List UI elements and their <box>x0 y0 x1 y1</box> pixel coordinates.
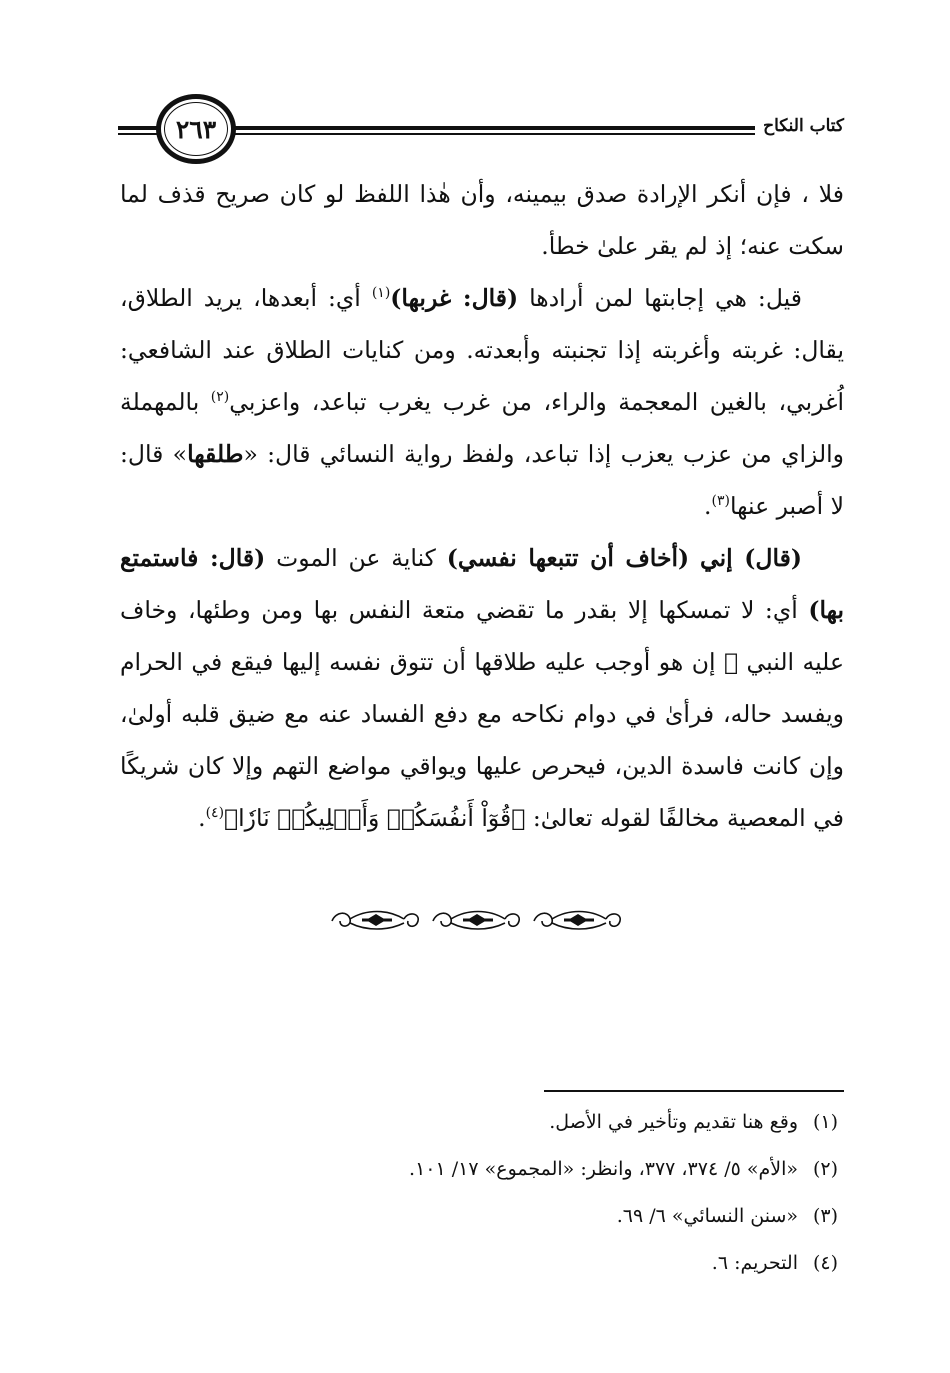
footnote-3-number: (٣) <box>812 1205 838 1227</box>
book-title: كتاب النكاح <box>755 114 844 138</box>
footnote-ref-1[interactable]: (١) <box>371 285 391 301</box>
p3-text-c: كناية عن الموت <box>276 544 436 572</box>
paragraph-1-text: فلا ، فإن أنكر الإرادة صدق بيمينه، وأن هٰذا اللفظ لو كان صريح قذف لما سكت عنه؛ إذ لم يقر علىٰ خطأ. <box>120 180 844 260</box>
footnote-2-number: (٢) <box>812 1158 838 1180</box>
footnote-ref-3[interactable]: (٣) <box>711 493 730 509</box>
footnote-4-text: التحريم: ٦. <box>711 1252 798 1274</box>
paragraph-3 <box>120 532 844 844</box>
footnote-3 <box>278 1193 838 1240</box>
p2-text-f: » قال: لا أصبر عنها <box>120 440 844 520</box>
footnote-3-text: «سنن النسائي» ٦/ ٦٩. <box>616 1205 798 1227</box>
paragraph-2 <box>120 272 844 532</box>
p2-text-g: . <box>704 492 712 520</box>
footnote-ref-2[interactable]: (٢) <box>210 389 230 405</box>
footnote-2 <box>278 1146 838 1193</box>
footnote-separator <box>544 1090 844 1092</box>
decorative-divider-icon <box>326 903 632 935</box>
running-header <box>118 92 844 172</box>
footnote-4-number: (٤) <box>812 1252 838 1274</box>
p3-hadith-d: (قال: فاستمتع بها) <box>120 544 844 624</box>
paragraph-1 <box>120 168 844 272</box>
p3-hadith-a: (قال) إني <box>700 544 802 572</box>
p3-hadith-b: (أخاف أن تتبعها نفسي) <box>446 544 690 572</box>
footnote-1-text: وقع هنا تقديم وتأخير في الأصل. <box>549 1111 798 1133</box>
p2-hadith-word: طلقها <box>187 440 244 468</box>
main-text <box>120 168 844 844</box>
page-number: ٢٦٣ <box>175 114 217 144</box>
p3-text-e: أي: لا تمسكها إلا بقدر ما تقضي متعة النفس بها ومن وطئها، وخاف عليه النبي ﷺ إن هو أوجب عليه طلاقها أن تتوق نفسه إليها فيقع في الحرام ويفسد حاله، فرأىٰ في دوام نكاحه مع دفع الفساد عنه مع ضيق قلبه أولىٰ، وإن كانت فاسدة الدين، فيحرص عليها ويواقي مواضع التهم وإلا كان شريكًا في المعصية مخالفًا لقوله تعالىٰ: ﴿قُوٓاْ أَنفُسَكُمۡ وَأَهۡلِيكُمۡ نَارٗا﴾ <box>120 596 844 832</box>
footnotes <box>278 1099 838 1287</box>
p2-text-a: قيل: هي إجابتها لمن أرادها <box>529 284 802 312</box>
p2-text-c: أي: أبعدها، يريد الطلاق، يقال: غربته وأغربته إذا تجنبته وأبعدته. ومن كنايات الطلاق عند الشافعي: اُغربي، بالغين المعجمة والراء، من غرب يغرب تباعد، واعزبي <box>120 284 844 416</box>
page-number-frame <box>156 94 236 164</box>
footnote-4 <box>278 1240 838 1287</box>
footnote-ref-4[interactable]: (٤) <box>205 805 225 821</box>
footnote-1-number: (١) <box>812 1111 838 1133</box>
p2-hadith-quote: (قال: غربها) <box>390 284 519 312</box>
footnote-1 <box>278 1099 838 1146</box>
footnote-2-text: «الأم» ٥/ ٣٧٤، ٣٧٧، وانظر: «المجموع» ١٧/ ١٠١. <box>409 1158 798 1180</box>
p2-text-d: بالمهملة والزاي من عزب يعزب إذا تباعد، ولفظ رواية النسائي قال: « <box>120 388 844 468</box>
p3-text-f: . <box>198 804 206 832</box>
